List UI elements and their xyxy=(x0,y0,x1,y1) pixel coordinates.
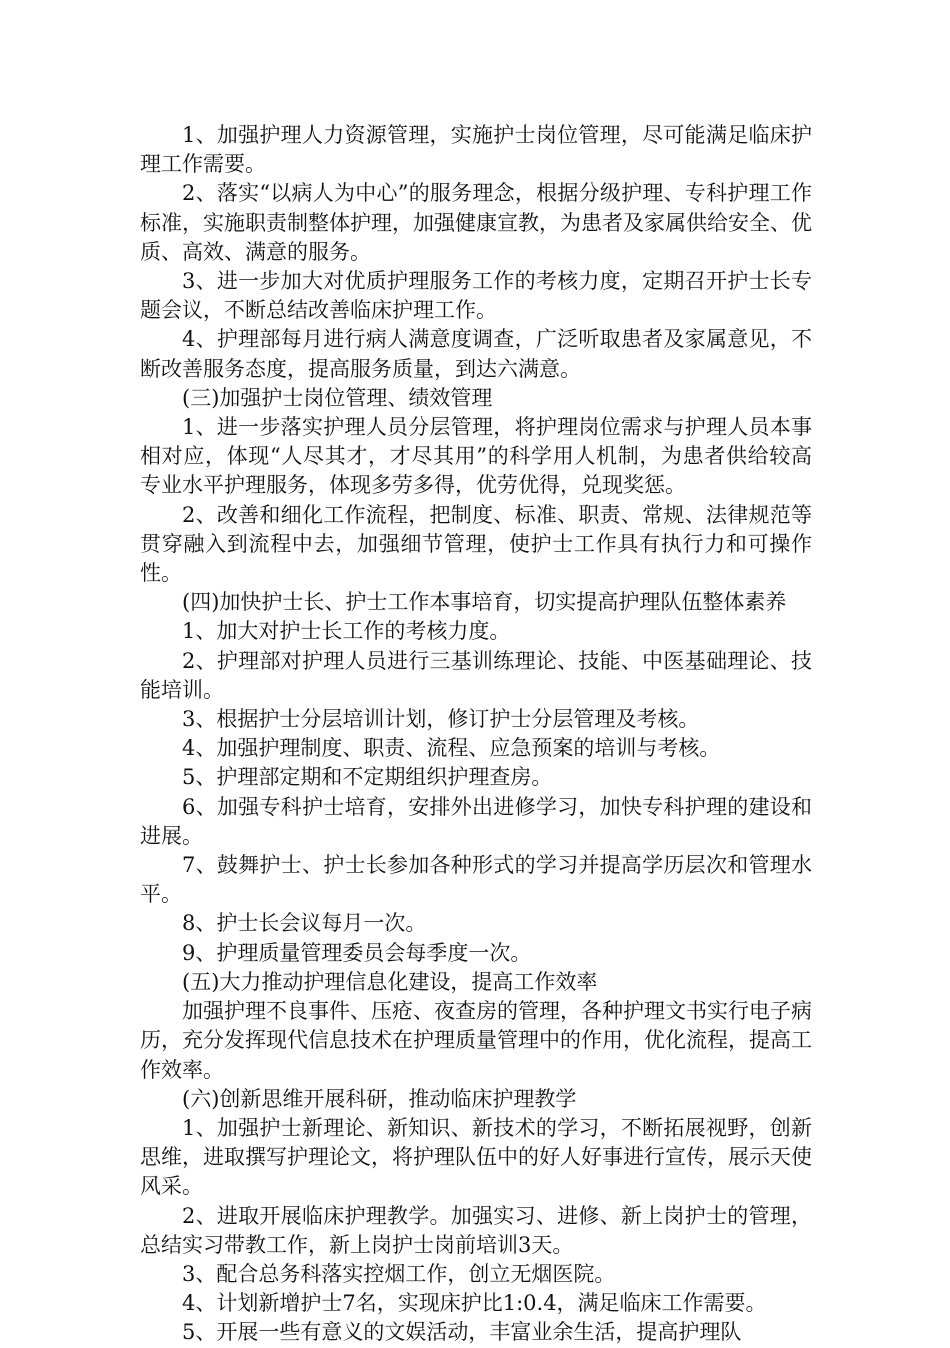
paragraph: 3、配合总务科落实控烟工作，创立无烟医院。 xyxy=(182,1261,616,1286)
paragraph: 2、落实“以病人为中心”的服务理念，根据分级护理、专科护理工作标准，实施职责制整体护理，加强健康宣教，为患者及家属供给安全、优质、高效、满意的服务。 xyxy=(140,181,812,264)
paragraph: 9、护理质量管理委员会每季度一次。 xyxy=(182,940,532,965)
section-heading: (四)加快护士长、护士工作本事培育，切实提高护理队伍整体素养 xyxy=(182,590,787,615)
paragraph: 5、护理部定期和不定期组织护理查房。 xyxy=(182,765,553,790)
paragraph: 5、开展一些有意义的文娱活动，丰富业余生活，提高护理队 xyxy=(182,1320,742,1345)
paragraph: 加强护理不良事件、压疮、夜查房的管理，各种护理文书实行电子病历，充分发挥现代信息技术在护理质量管理中的作用，优化流程，提高工作效率。 xyxy=(140,999,812,1082)
paragraph: 1、进一步落实护理人员分层管理，将护理岗位需求与护理人员本事相对应，体现“人尽其才，才尽其用”的科学用人机制，为患者供给较高专业水平护理服务，体现多劳多得，优劳优得，兑现奖惩。 xyxy=(140,415,812,498)
paragraph: 4、计划新增护士7名，实现床护比1:0.4，满足临床工作需要。 xyxy=(182,1291,767,1316)
paragraph: 2、护理部对护理人员进行三基训练理论、技能、中医基础理论、技能培训。 xyxy=(140,648,812,702)
section-heading: (三)加强护士岗位管理、绩效管理 xyxy=(182,385,493,410)
paragraph: 1、加大对护士长工作的考核力度。 xyxy=(182,619,511,644)
paragraph: 3、进一步加大对优质护理服务工作的考核力度，定期召开护士长专题会议，不断总结改善临床护理工作。 xyxy=(140,269,812,323)
paragraph: 7、鼓舞护士、护士长参加各种形式的学习并提高学历层次和管理水平。 xyxy=(140,853,812,907)
paragraph: 4、加强护理制度、职责、流程、应急预案的培训与考核。 xyxy=(182,736,721,761)
document-body xyxy=(140,121,812,1348)
paragraph: 4、护理部每月进行病人满意度调查，广泛听取患者及家属意见，不断改善服务态度，提高服务质量，到达六满意。 xyxy=(140,327,812,381)
paragraph: 1、加强护士新理论、新知识、新技术的学习，不断拓展视野，创新思维，进取撰写护理论文，将护理队伍中的好人好事进行宣传，展示天使风采。 xyxy=(140,1115,812,1199)
paragraph: 2、进取开展临床护理教学。加强实习、进修、新上岗护士的管理，总结实习带教工作，新上岗护士岗前培训3天。 xyxy=(140,1203,812,1257)
section-heading: (五)大力推动护理信息化建设，提高工作效率 xyxy=(182,969,598,994)
paragraph: 3、根据护士分层培训计划，修订护士分层管理及考核。 xyxy=(182,707,700,732)
paragraph: 6、加强专科护士培育，安排外出进修学习，加快专科护理的建设和进展。 xyxy=(140,794,812,848)
paragraph: 1、加强护理人力资源管理，实施护士岗位管理，尽可能满足临床护理工作需要。 xyxy=(140,123,812,177)
section-heading: (六)创新思维开展科研，推动临床护理教学 xyxy=(182,1086,577,1111)
paragraph: 2、改善和细化工作流程，把制度、标准、职责、常规、法律规范等贯穿融入到流程中去，加强细节管理，使护士工作具有执行力和可操作性。 xyxy=(140,502,812,586)
paragraph: 8、护士长会议每月一次。 xyxy=(182,911,427,936)
